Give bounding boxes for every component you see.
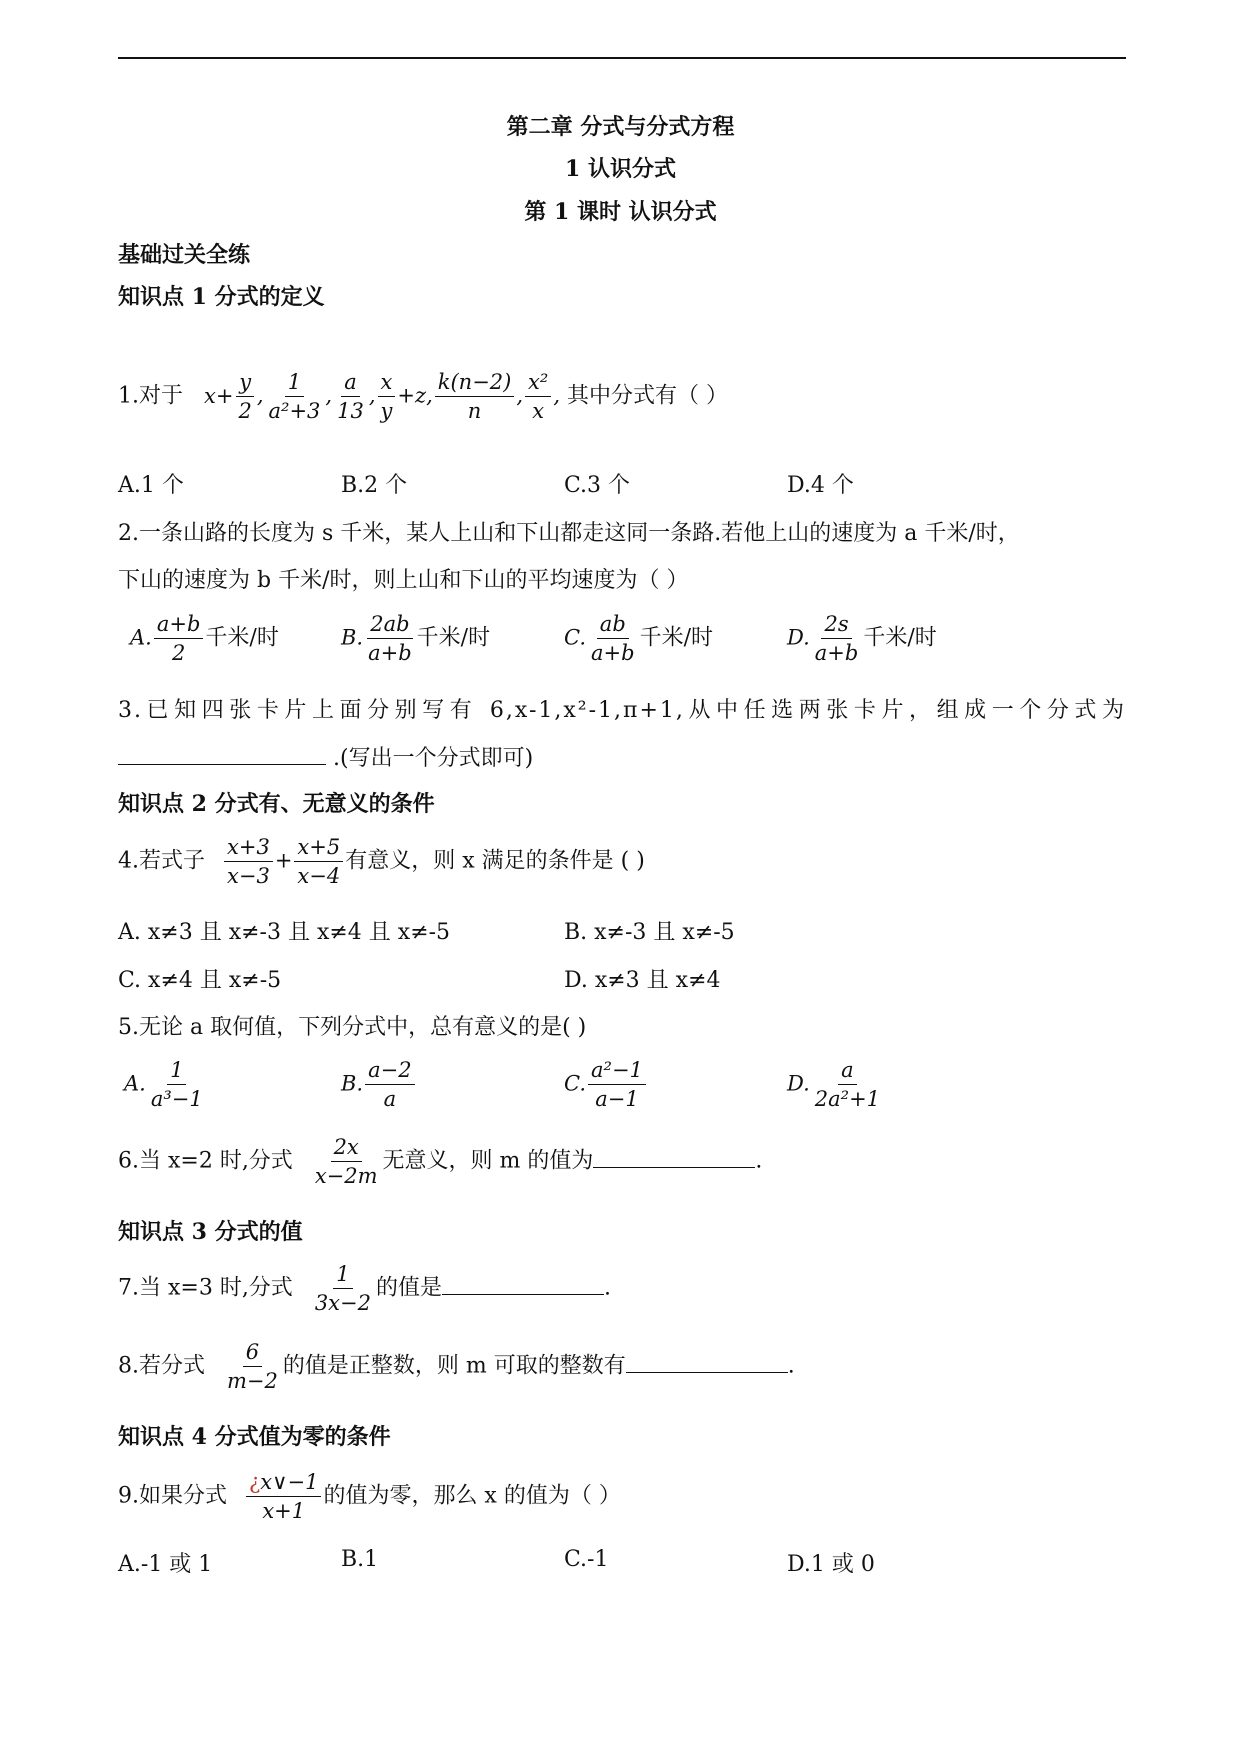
q4-option-c: C. x≠4 且 x≠-5 (118, 968, 282, 993)
q4-option-d: D. x≠3 且 x≠4 (564, 968, 721, 993)
section-k4: 知识点 4 分式值为零的条件 (118, 1424, 391, 1450)
q1-term1-pre: x+ (204, 383, 234, 408)
header-rule (118, 57, 1126, 59)
q7-fraction: $\frac{1}{3x-2}$ (314, 1262, 371, 1316)
q1-option-d: D.4 个 (787, 473, 854, 498)
question-6: 6.当 x=2 时,分式 $\frac{2x}{x-2m}$ 无意义，则 m 的值为 . (118, 1135, 763, 1189)
q2-option-c: C. $\frac{ab}{a+b}$ 千米/时 (564, 612, 713, 666)
q9-option-b: B.1 (341, 1547, 379, 1572)
q9-option-a: A.-1 或 1 (118, 1552, 213, 1577)
q3-answer-blank[interactable] (118, 742, 326, 765)
q6-fraction: $\frac{2x}{x-2m}$ (314, 1135, 378, 1189)
question-7: 7.当 x=3 时,分式 $\frac{1}{3x-2}$ 的值是 . (118, 1262, 611, 1316)
question-2-line1: 2.一条山路的长度为 s 千米，某人上山和下山都走这同一条路.若他上山的速度为 a 千米/时， (118, 521, 1020, 546)
question-3-line2: .(写出一个分式即可) (118, 741, 533, 772)
q8-fraction: $\frac{6}{m-2}$ (227, 1340, 278, 1394)
section-k3: 知识点 3 分式的值 (118, 1219, 303, 1245)
q7-answer-blank[interactable] (442, 1272, 604, 1295)
section-basic: 基础过关全练 (118, 242, 251, 268)
question-1: 1.对于 x+ $\frac{y}{2}$ , $\frac{1}{\text{a²+3}}$ , $\frac{a}{13}$ , $\frac{x}{y}$ +z, $\frac{k(n-2)}{n}$ , $\frac{\text{x²}}{x}$ , 其中分式有（ ） (118, 370, 728, 424)
q9-fraction: $\frac{¿x\vee-1}{x+1}$ (246, 1470, 321, 1523)
q4-option-b: B. x≠-3 且 x≠-5 (564, 920, 735, 945)
q2-option-a: A. $\frac{a+b}{2}$ 千米/时 (130, 612, 279, 666)
question-3-line1: 3.已知四张卡片上面分别写有 6,x-1,x²-1,π+1,从中任选两张卡片，组成一个分式为 (118, 698, 1126, 723)
q5-option-c: C. $\frac{\text{a²−1}}{a-1}$ (564, 1058, 648, 1111)
q5-option-d: D. $\frac{a}{\text{2a²+1}}$ (787, 1058, 881, 1112)
q1-suffix: 其中分式有（ ） (567, 383, 728, 409)
section-k2: 知识点 2 分式有、无意义的条件 (118, 791, 435, 817)
period-title: 第 1 课时 认识分式 (524, 199, 717, 225)
q1-term6: $\frac{\text{x²}}{x}$ (525, 370, 551, 423)
q5-option-b: B. $\frac{a-2}{a}$ (341, 1058, 417, 1111)
q1-term1: $\frac{y}{2}$ (235, 370, 254, 423)
q4-fraction-1: $\frac{x+3}{x-3}$ (224, 835, 273, 888)
q4-option-a: A. x≠3 且 x≠-3 且 x≠4 且 x≠-5 (118, 920, 451, 945)
question-5: 5.无论 a 取何值，下列分式中，总有意义的是( ) (118, 1015, 587, 1040)
q1-term5: $\frac{k(n-2)}{n}$ (435, 370, 515, 423)
q9-option-c: C.-1 (564, 1547, 609, 1572)
q1-term4: $\frac{x}{y}$ (378, 370, 396, 423)
q1-term3: $\frac{a}{13}$ (337, 370, 364, 424)
q1-option-b: B.2 个 (341, 473, 408, 498)
question-8: 8.若分式 $\frac{6}{m-2}$ 的值是正整数，则 m 可取的整数有 . (118, 1340, 795, 1394)
q8-answer-blank[interactable] (626, 1350, 788, 1373)
q4-fraction-2: $\frac{x+5}{x-4}$ (294, 835, 343, 888)
section-k1: 知识点 1 分式的定义 (118, 284, 325, 310)
lesson-title: 1 认识分式 (565, 156, 676, 182)
q1-term2: $\frac{1}{\text{a²+3}}$ (268, 370, 321, 424)
question-9: 9.如果分式 $\frac{¿x\vee-1}{x+1}$ 的值为零，那么 x 的值为（ ） (118, 1470, 621, 1524)
q6-answer-blank[interactable] (593, 1145, 755, 1168)
q1-option-c: C.3 个 (564, 473, 631, 498)
question-4: 4.若式子 $\frac{x+3}{x-3}$ + $\frac{x+5}{x-4}$ 有意义，则 x 满足的条件是 ( ) (118, 835, 645, 889)
q9-option-d: D.1 或 0 (787, 1552, 875, 1577)
q2-option-d: D. $\frac{2s}{a+b}$ 千米/时 (787, 612, 937, 666)
q5-option-a: A. $\frac{1}{\text{a³−1}}$ (124, 1058, 203, 1112)
chapter-title: 第二章 分式与分式方程 (506, 114, 735, 140)
question-2-line2: 下山的速度为 b 千米/时，则上山和下山的平均速度为（ ） (118, 568, 689, 593)
q2-option-b: B. $\frac{2ab}{a+b}$ 千米/时 (341, 612, 491, 666)
q1-option-a: A.1 个 (118, 473, 184, 498)
q1-prefix: 1.对于 (118, 383, 183, 409)
